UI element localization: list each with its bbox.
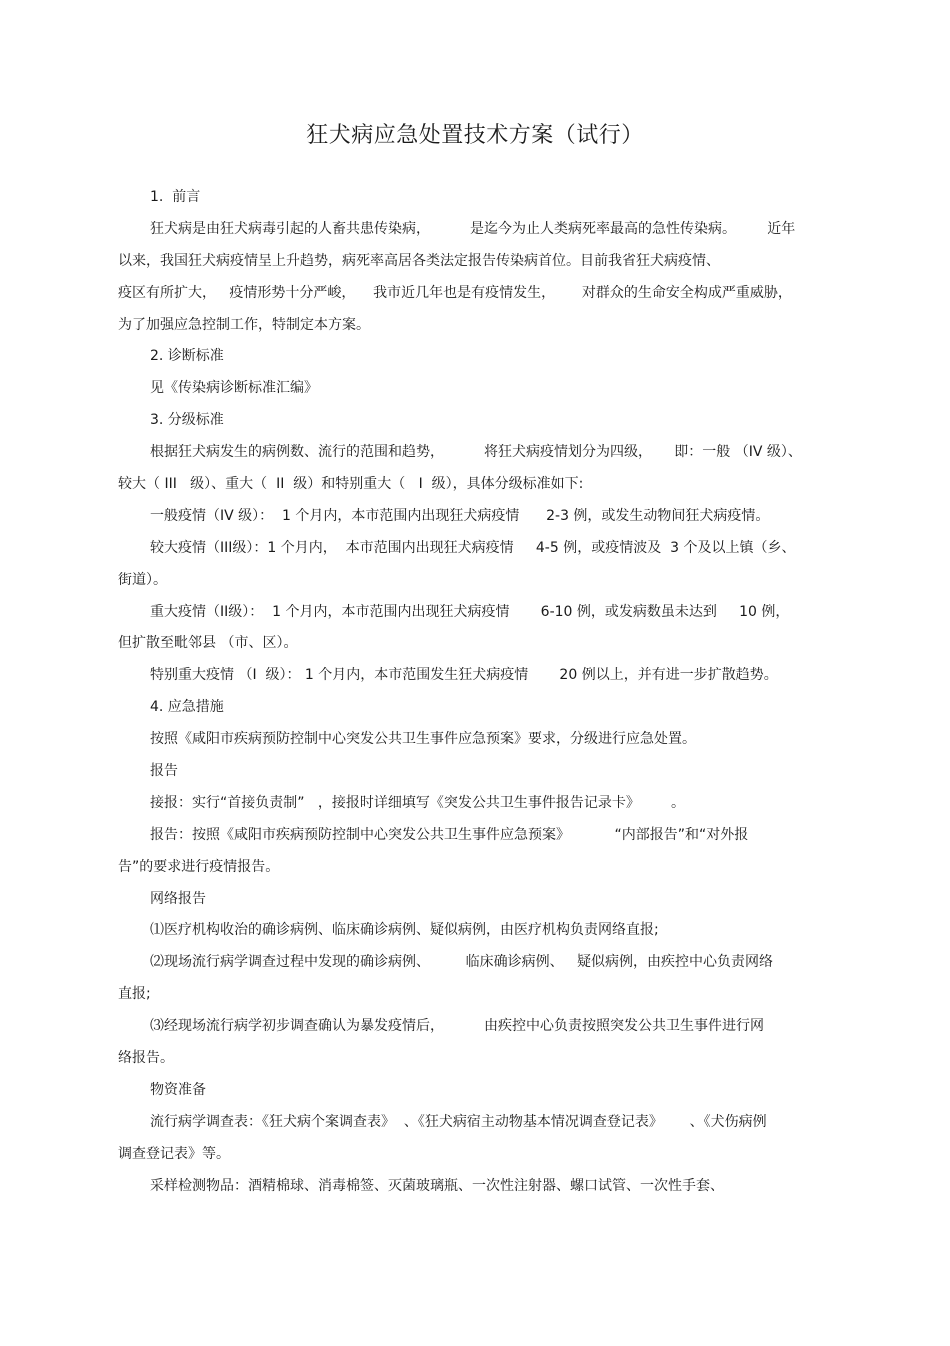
text-line: 络报告。 bbox=[118, 1050, 174, 1067]
text-line: 根据狂犬病发生的病例数、流行的范围和趋势， 将狂犬病疫情划分为四级， 即：一般 （IV 级）、 bbox=[150, 444, 802, 461]
text-line: 狂犬病是由狂犬病毒引起的人畜共患传染病， 是迄今为止人类病死率最高的急性传染病。 近年 bbox=[150, 220, 796, 237]
text-line: ⑶经现场流行病学初步调查确认为暴发疫情后， 由疾控中心负责按照突发公共卫生事件进行网 bbox=[150, 1018, 765, 1035]
text-line: 街道）。 bbox=[118, 571, 167, 588]
text-line: 见《传染病诊断标准汇编》 bbox=[150, 380, 318, 397]
text-line: 疫区有所扩大， 疫情形势十分严峻， 我市近几年也是有疫情发生， 对群众的生命安全构成严重威胁， bbox=[118, 284, 792, 301]
text-line: 以来，我国狂犬病疫情呈上升趋势，病死率高居各类法定报告传染病首位。目前我省狂犬病疫情、 bbox=[118, 252, 720, 269]
text-line: 特别重大疫情 （I 级）： 1 个月内，本市范围发生狂犬病疫情 20 例以上，并有进一步扩散趋势。 bbox=[150, 667, 778, 684]
text-line: 4. 应急措施 bbox=[150, 699, 224, 716]
text-line: 采样检测物品：酒精棉球、消毒棉签、灭菌玻璃瓶、一次性注射器、螺口试管、一次性手套、 bbox=[150, 1177, 724, 1194]
text-line: 网络报告 bbox=[150, 890, 206, 907]
text-line: 报告：按照《咸阳市疾病预防控制中心突发公共卫生事件应急预案》 “内部报告”和“对外报 bbox=[150, 826, 749, 843]
text-line: 2. 诊断标准 bbox=[150, 348, 224, 365]
text-line: 按照《咸阳市疾病预防控制中心突发公共卫生事件应急预案》要求，分级进行应急处置。 bbox=[150, 731, 696, 748]
document-body bbox=[118, 182, 840, 1203]
text-line: 告”的要求进行疫情报告。 bbox=[118, 858, 280, 875]
text-line: 3. 分级标准 bbox=[150, 412, 224, 429]
document-title: 狂犬病应急处置技术方案（试行） bbox=[306, 123, 644, 148]
text-line: 1. 前言 bbox=[150, 189, 201, 205]
text-line: 流行病学调查表：《狂犬病个案调查表》 、《狂犬病宿主动物基本情况调查登记表》 、《犬伤病例 bbox=[150, 1113, 767, 1130]
text-line: ⑵现场流行病学调查过程中发现的确诊病例、 临床确诊病例、 疑似病例，由疾控中心负责网络 bbox=[150, 954, 773, 971]
text-line: 较大疫情（III级）：1 个月内， 本市范围内出现狂犬病疫情 4-5 例，或疫情波及 3 个及以上镇（乡、 bbox=[150, 539, 796, 556]
text-line: 重大疫情（II级）： 1 个月内，本市范围内出现狂犬病疫情 6-10 例，或发病数虽未达到 10 例， bbox=[150, 603, 790, 620]
text-line: 调查登记表》等。 bbox=[118, 1145, 230, 1162]
text-line: 接报：实行“首接负责制” ，接报时详细填写《突发公共卫生事件报告记录卡》 。 bbox=[150, 794, 686, 811]
text-line: 报告 bbox=[150, 763, 178, 780]
text-line: 直报; bbox=[118, 986, 151, 1003]
text-line: 物资准备 bbox=[150, 1081, 206, 1098]
text-line: 一般疫情（IV 级）： 1 个月内，本市范围内出现狂犬病疫情 2-3 例，或发生动物间狂犬病疫情。 bbox=[150, 507, 770, 524]
text-line: ⑴医疗机构收治的确诊病例、临床确诊病例、疑似病例，由医疗机构负责网络直报; bbox=[150, 922, 659, 939]
text-line: 为了加强应急控制工作，特制定本方案。 bbox=[118, 316, 370, 333]
text-line: 但扩散至毗邻县 （市、区）。 bbox=[118, 635, 298, 652]
text-line: 较大（ III 级）、重大（ II 级）和特别重大（ I 级），具体分级标准如下: bbox=[118, 476, 584, 493]
